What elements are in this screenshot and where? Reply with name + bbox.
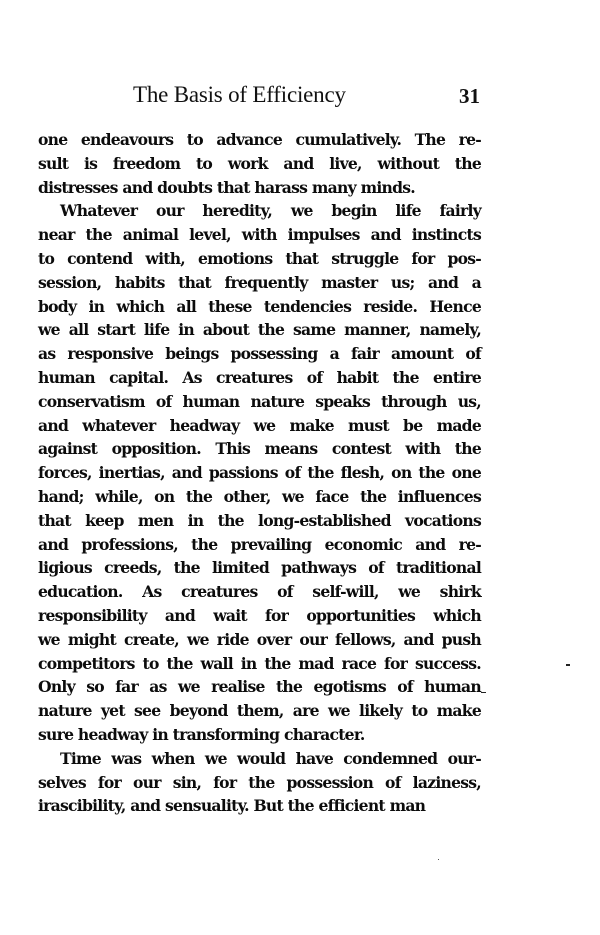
text-line: hand; while, on the other, we face the influences xyxy=(38,486,481,506)
page-header xyxy=(38,82,480,114)
text-line: competitors to the wall in the mad race for success. xyxy=(38,653,481,673)
paragraph xyxy=(38,199,481,746)
text-line: as responsive beings possessing a fair amount of xyxy=(38,344,481,364)
text-line: session, habits that frequently master us; and a xyxy=(38,272,481,292)
body-text xyxy=(38,128,481,818)
text-line: and professions, the prevailing economic and re- xyxy=(38,534,481,554)
text-line: distresses and doubts that harass many minds. xyxy=(38,177,415,197)
text-line: human capital. As creatures of habit the entire xyxy=(38,367,481,387)
text-line: near the animal level, with impulses and instincts xyxy=(38,225,481,245)
text-line: we all start life in about the same manner, namely, xyxy=(38,320,481,340)
text-line: Time was when we would have condemned our- xyxy=(60,748,481,768)
text-line: forces, inertias, and passions of the flesh, on the one xyxy=(38,463,481,483)
text-line: sure headway in transforming character. xyxy=(38,724,365,744)
text-line: that keep men in the long-established vocations xyxy=(38,510,481,530)
text-line: responsibility and wait for opportunities which xyxy=(38,605,481,625)
stray-ink-mark xyxy=(481,692,486,693)
text-line: and whatever headway we make must be made xyxy=(38,415,481,435)
text-line: against opposition. This means contest with the xyxy=(38,439,481,459)
text-line: Whatever our heredity, we begin life fairly xyxy=(60,201,481,221)
running-title: The Basis of Efficiency xyxy=(133,82,346,107)
paragraph xyxy=(38,128,481,199)
page-number: 31 xyxy=(459,84,480,108)
text-line: Only so far as we realise the egotisms of human xyxy=(38,677,481,697)
stray-ink-mark xyxy=(566,664,570,666)
text-line: we might create, we ride over our fellows, and push xyxy=(38,629,481,649)
text-line: body in which all these tendencies reside. Hence xyxy=(38,296,481,316)
dust-speck xyxy=(438,859,439,860)
text-line: irascibility, and sensuality. But the efficient man xyxy=(38,796,426,816)
text-line: to contend with, emotions that struggle for pos- xyxy=(38,248,481,268)
text-line: sult is freedom to work and live, without the xyxy=(38,153,481,173)
text-line: conservatism of human nature speaks through us, xyxy=(38,391,481,411)
text-line: nature yet see beyond them, are we likely to make xyxy=(38,701,481,721)
text-line: one endeavours to advance cumulatively. The re- xyxy=(38,130,481,149)
text-line: ligious creeds, the limited pathways of traditional xyxy=(38,558,481,578)
text-line: education. As creatures of self-will, we shirk xyxy=(38,582,481,602)
paragraph xyxy=(38,747,481,818)
text-line: selves for our sin, for the possession of laziness, xyxy=(38,772,481,792)
